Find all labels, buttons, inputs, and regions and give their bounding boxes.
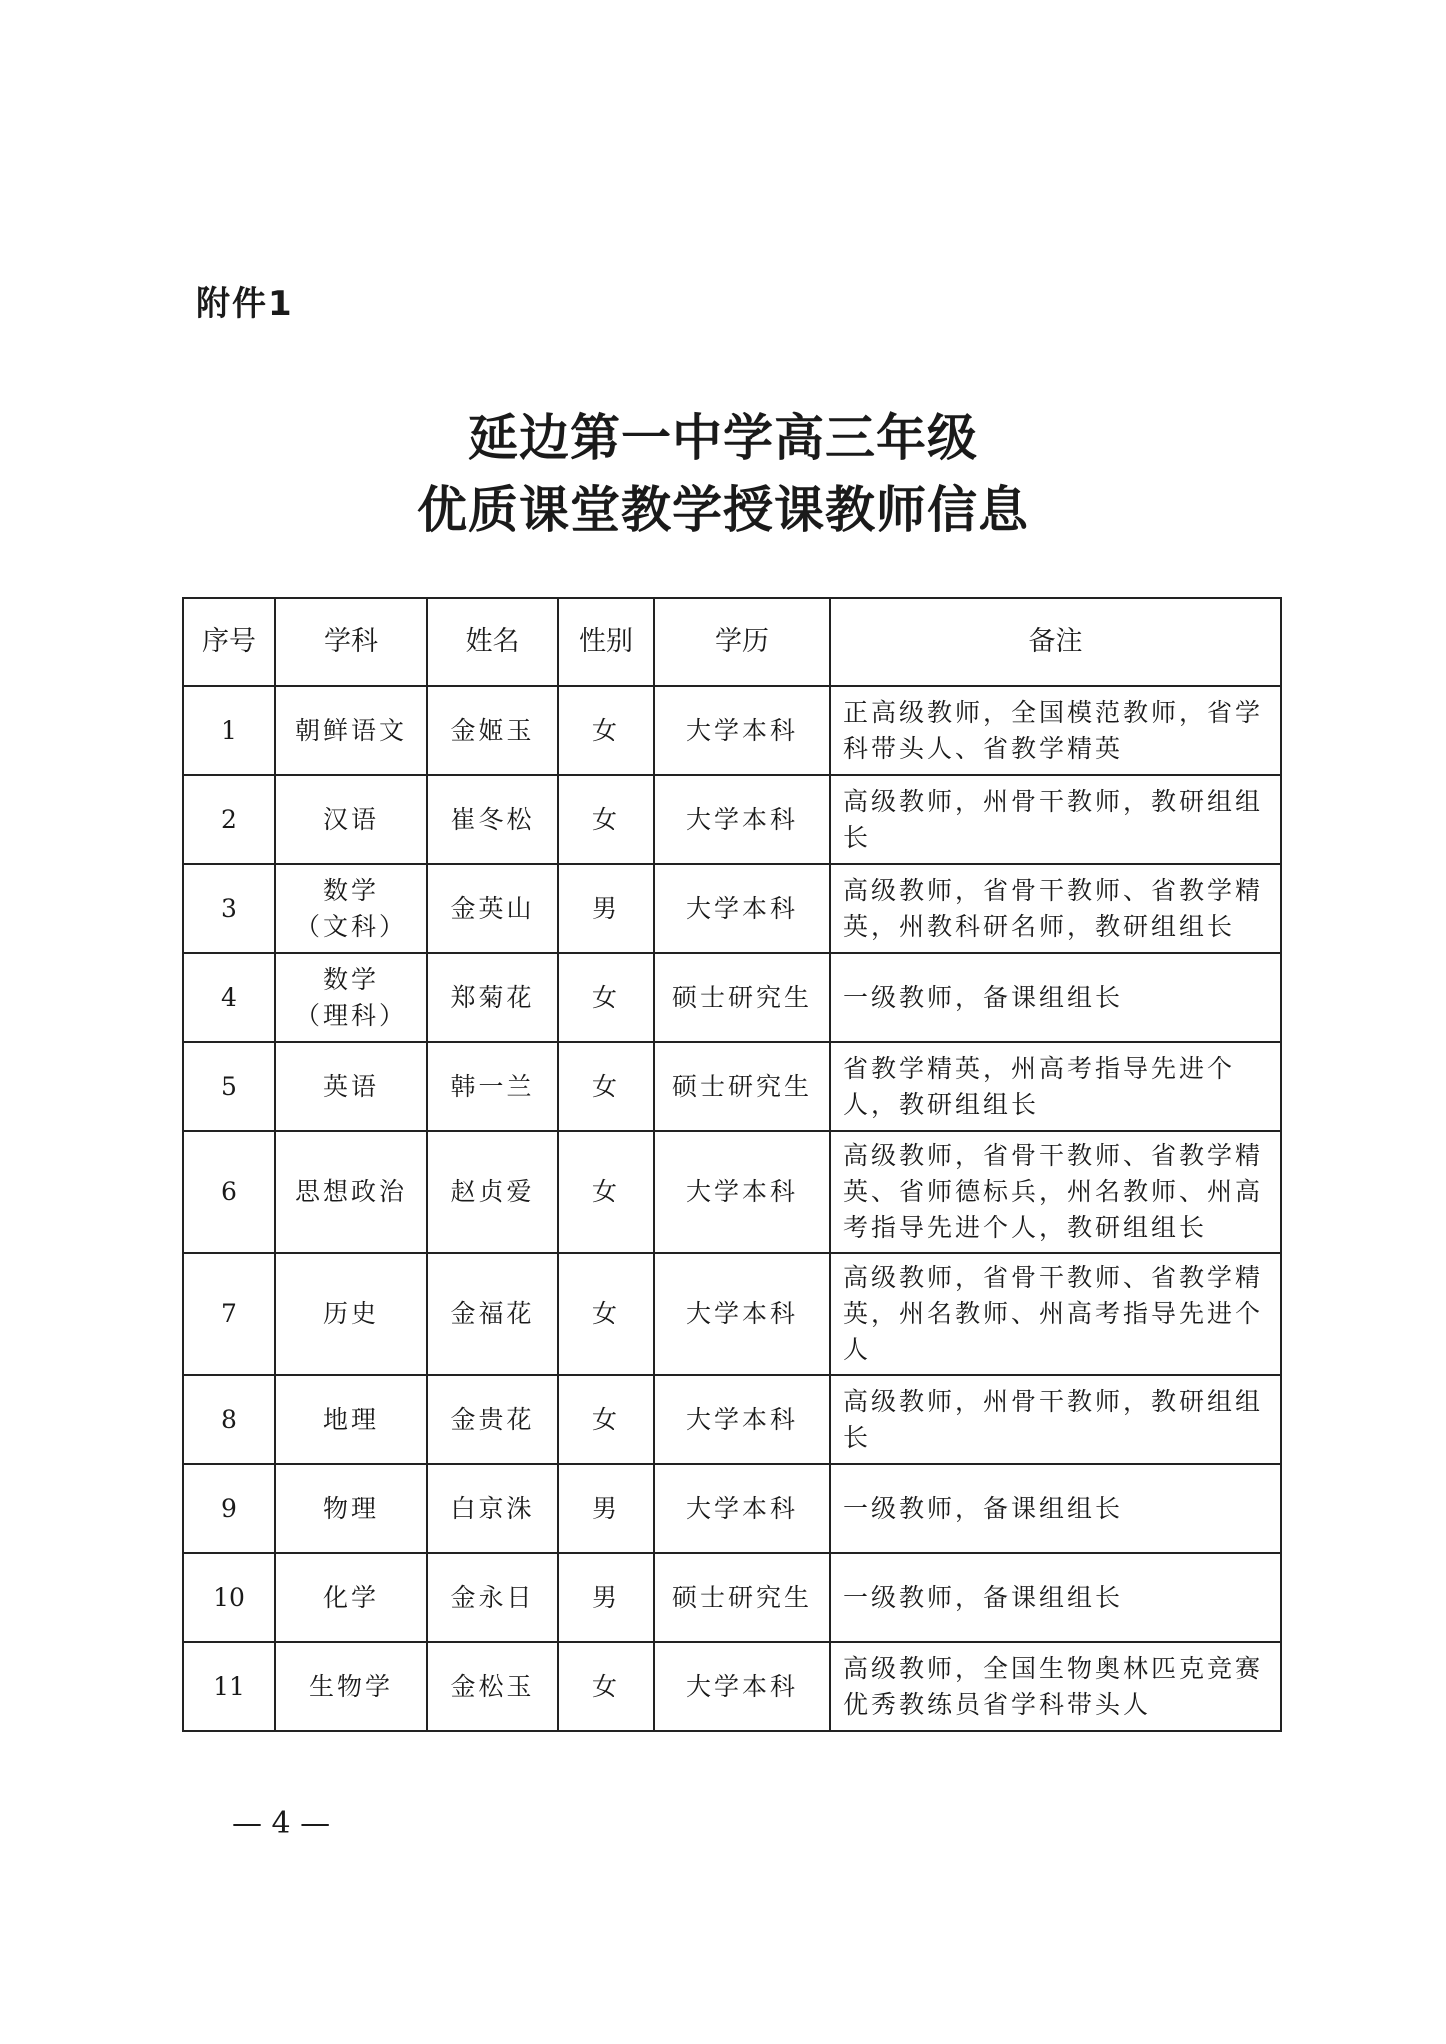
document-title-line1: 延边第一中学高三年级 [468,408,978,467]
cell-subject-main: 数学 [322,875,379,905]
cell-remark: 一级教师，备课组组长 [830,1553,1281,1642]
cell-subject: 物理 [275,1464,427,1553]
header-remark: 备注 [830,598,1281,686]
cell-remark: 一级教师，备课组组长 [830,1464,1281,1553]
cell-subject-sub: （理科） [294,1000,407,1030]
cell-remark: 高级教师，省骨干教师、省教学精英，州名教师、州高考指导先进个人 [830,1253,1281,1375]
cell-education: 硕士研究生 [654,953,830,1042]
cell-gender: 女 [558,686,654,775]
cell-subject [275,864,427,953]
table-row [183,1375,1281,1464]
cell-no: 9 [183,1464,275,1553]
page-number: — 4 — [232,1806,331,1841]
cell-education: 大学本科 [654,1642,830,1731]
table-row [183,1253,1281,1375]
header-education: 学历 [654,598,830,686]
cell-subject: 历史 [275,1253,427,1375]
cell-gender: 女 [558,1042,654,1131]
cell-subject: 英语 [275,1042,427,1131]
table-row [183,1642,1281,1731]
cell-no: 8 [183,1375,275,1464]
cell-education: 大学本科 [654,864,830,953]
cell-no: 11 [183,1642,275,1731]
cell-name: 金福花 [427,1253,558,1375]
cell-education: 硕士研究生 [654,1553,830,1642]
table-row [183,953,1281,1042]
cell-gender: 男 [558,1464,654,1553]
cell-education: 大学本科 [654,1131,830,1253]
cell-no: 2 [183,775,275,864]
cell-remark: 高级教师，省骨干教师、省教学精英，州教科研名师，教研组组长 [830,864,1281,953]
cell-gender: 女 [558,953,654,1042]
cell-no: 4 [183,953,275,1042]
cell-name: 白京洙 [427,1464,558,1553]
cell-gender: 女 [558,1375,654,1464]
cell-gender: 女 [558,1642,654,1731]
cell-education: 大学本科 [654,1464,830,1553]
header-gender: 性别 [558,598,654,686]
header-subject: 学科 [275,598,427,686]
cell-remark: 省教学精英，州高考指导先进个人，教研组组长 [830,1042,1281,1131]
cell-education: 大学本科 [654,1375,830,1464]
cell-no: 6 [183,1131,275,1253]
table-row [183,775,1281,864]
cell-education: 硕士研究生 [654,1042,830,1131]
cell-name: 崔冬松 [427,775,558,864]
cell-gender: 女 [558,1131,654,1253]
cell-name: 金贵花 [427,1375,558,1464]
cell-education: 大学本科 [654,1253,830,1375]
table-row [183,1042,1281,1131]
cell-subject-main: 数学 [322,964,379,994]
cell-gender: 男 [558,864,654,953]
cell-education: 大学本科 [654,775,830,864]
cell-subject-sub: （文科） [294,911,407,941]
cell-no: 7 [183,1253,275,1375]
table-row [183,686,1281,775]
cell-subject: 思想政治 [275,1131,427,1253]
cell-no: 1 [183,686,275,775]
table-row [183,1464,1281,1553]
cell-remark: 正高级教师，全国模范教师，省学科带头人、省教学精英 [830,686,1281,775]
cell-name: 郑菊花 [427,953,558,1042]
cell-gender: 女 [558,775,654,864]
cell-no: 5 [183,1042,275,1131]
cell-no: 10 [183,1553,275,1642]
cell-education: 大学本科 [654,686,830,775]
cell-subject: 生物学 [275,1642,427,1731]
cell-subject: 朝鲜语文 [275,686,427,775]
table-header-row [183,598,1281,686]
cell-name: 金永日 [427,1553,558,1642]
cell-name: 金姬玉 [427,686,558,775]
table-row [183,864,1281,953]
cell-remark: 高级教师，州骨干教师，教研组组长 [830,775,1281,864]
cell-subject: 化学 [275,1553,427,1642]
cell-subject: 汉语 [275,775,427,864]
cell-remark: 高级教师，州骨干教师，教研组组长 [830,1375,1281,1464]
cell-no: 3 [183,864,275,953]
header-name: 姓名 [427,598,558,686]
cell-name: 赵贞爱 [427,1131,558,1253]
cell-gender: 女 [558,1253,654,1375]
header-no: 序号 [183,598,275,686]
cell-subject [275,953,427,1042]
cell-subject: 地理 [275,1375,427,1464]
cell-name: 金松玉 [427,1642,558,1731]
document-title-line2: 优质课堂教学授课教师信息 [417,480,1029,539]
cell-name: 金英山 [427,864,558,953]
cell-remark: 一级教师，备课组组长 [830,953,1281,1042]
cell-remark: 高级教师，全国生物奥林匹克竞赛优秀教练员省学科带头人 [830,1642,1281,1731]
cell-name: 韩一兰 [427,1042,558,1131]
teacher-info-table [182,597,1282,1732]
cell-remark: 高级教师，省骨干教师、省教学精英、省师德标兵，州名教师、州高考指导先进个人，教研组组长 [830,1131,1281,1253]
table-row [183,1553,1281,1642]
attachment-label: 附件1 [196,284,294,324]
cell-gender: 男 [558,1553,654,1642]
table-row [183,1131,1281,1253]
